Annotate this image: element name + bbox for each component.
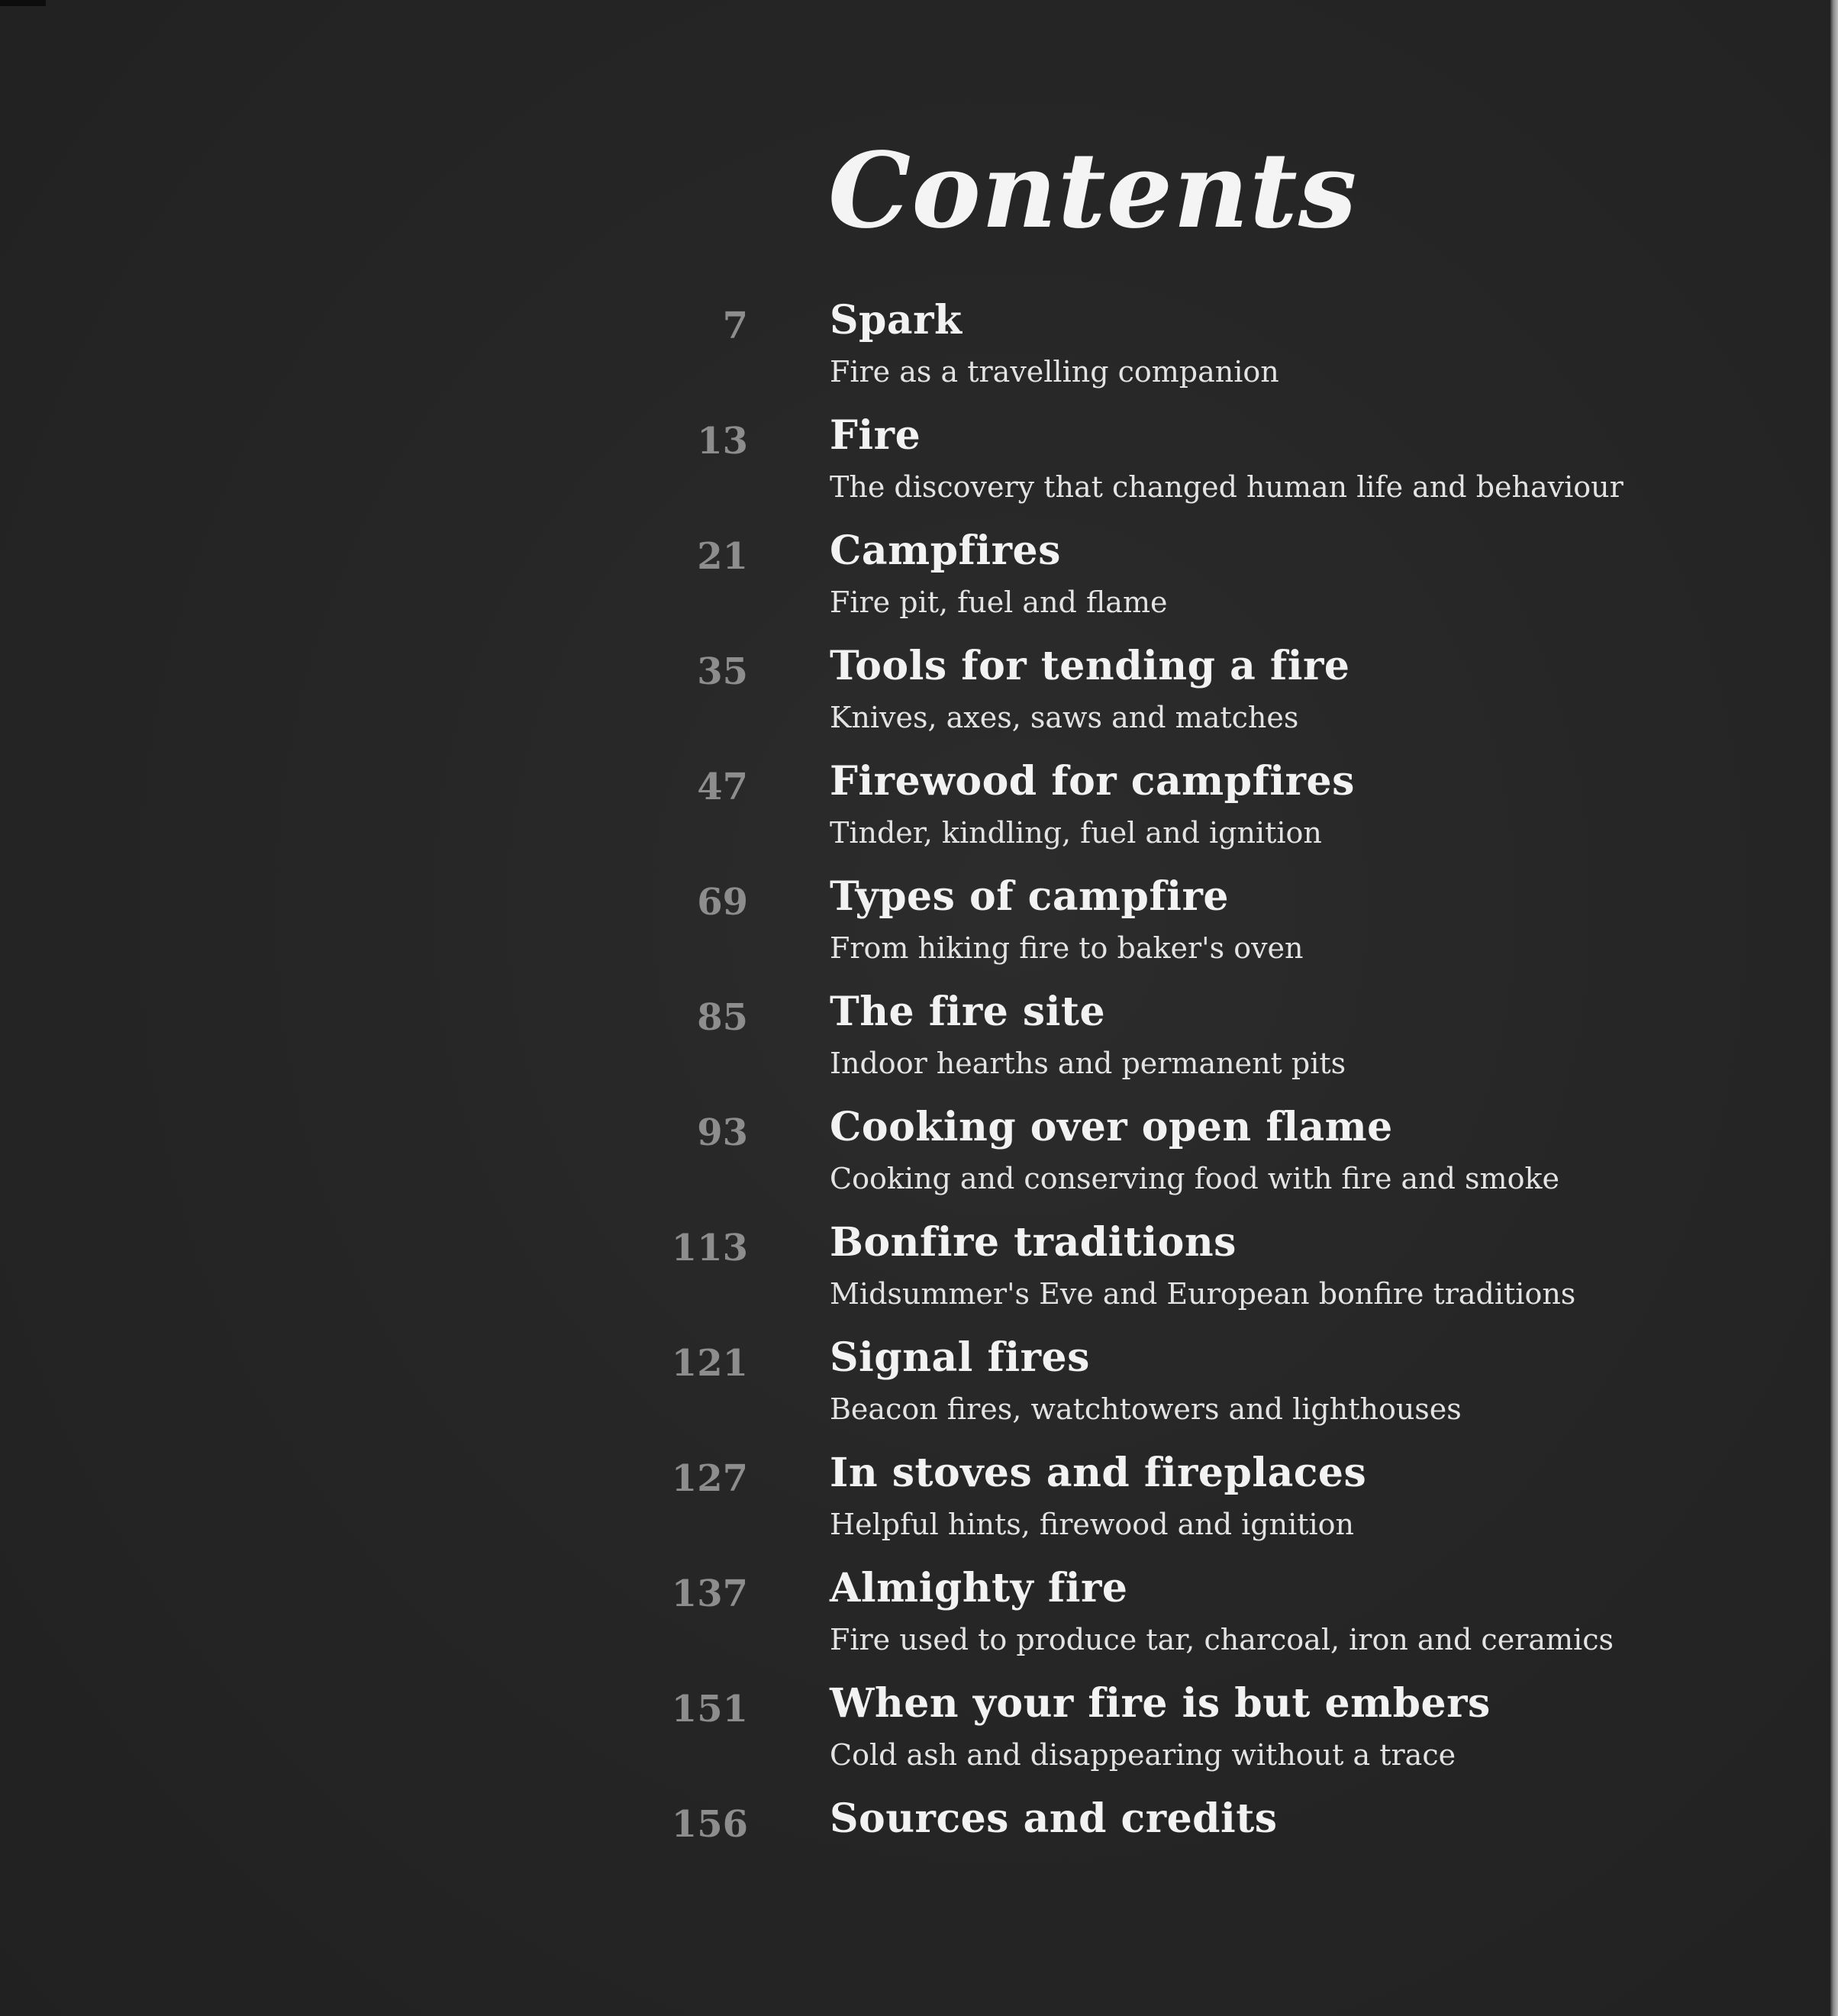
chapter-subtitle: Cold ash and disappearing without a trace [830, 1738, 1456, 1772]
chapter-title: Cooking over open flame [830, 1104, 1393, 1150]
toc-entry[interactable] [0, 294, 1817, 409]
page-number: 21 [697, 535, 748, 578]
chapter-subtitle: Beacon fires, watchtowers and lighthouses [830, 1392, 1462, 1426]
page-number: 151 [671, 1688, 748, 1731]
chapter-subtitle: Fire as a travelling companion [830, 355, 1279, 389]
chapter-subtitle: Helpful hints, firewood and ignition [830, 1508, 1355, 1541]
chapter-title: Sources and credits [830, 1795, 1278, 1842]
toc-entry[interactable] [0, 1562, 1817, 1677]
toc-entry[interactable] [0, 1216, 1817, 1331]
chapter-title: In stoves and fireplaces [830, 1450, 1367, 1496]
chapter-subtitle: Tinder, kindling, fuel and ignition [830, 816, 1322, 850]
page-number: 127 [671, 1457, 748, 1500]
chapter-subtitle: Fire used to produce tar, charcoal, iron and ceramics [830, 1623, 1614, 1656]
chapter-title: Firewood for campfires [830, 758, 1355, 805]
table-of-contents [0, 294, 1817, 1908]
toc-entry[interactable] [0, 524, 1817, 640]
chapter-title: Tools for tending a fire [830, 643, 1350, 689]
page-number: 13 [697, 420, 748, 463]
chapter-title: When your fire is but embers [830, 1680, 1491, 1727]
chapter-title: Campfires [830, 527, 1061, 574]
toc-entry[interactable] [0, 1677, 1817, 1792]
toc-entry[interactable] [0, 985, 1817, 1101]
toc-entry[interactable] [0, 870, 1817, 985]
chapter-title: Almighty fire [830, 1565, 1128, 1611]
page-number: 47 [697, 766, 748, 808]
chapter-title: Types of campfire [830, 873, 1230, 920]
toc-entry[interactable] [0, 409, 1817, 524]
page-number: 69 [697, 881, 748, 924]
page-number: 113 [671, 1227, 748, 1269]
toc-entry[interactable] [0, 1792, 1817, 1908]
chapter-title: Bonfire traditions [830, 1219, 1237, 1266]
chapter-subtitle: Indoor hearths and permanent pits [830, 1047, 1346, 1080]
scan-shadow [0, 0, 46, 6]
page-number: 93 [697, 1111, 748, 1154]
chapter-subtitle: Fire pit, fuel and flame [830, 585, 1168, 619]
toc-entry[interactable] [0, 640, 1817, 755]
chapter-title: Signal fires [830, 1334, 1090, 1381]
chapter-title: Fire [830, 412, 921, 459]
chapter-subtitle: Knives, axes, saws and matches [830, 701, 1299, 734]
page-number: 156 [671, 1803, 748, 1846]
toc-entry[interactable] [0, 755, 1817, 870]
toc-entry[interactable] [0, 1447, 1817, 1562]
chapter-subtitle: Midsummer's Eve and European bonfire traditions [830, 1277, 1576, 1311]
toc-entry[interactable] [0, 1331, 1817, 1447]
page-number: 7 [722, 305, 748, 347]
chapter-subtitle: From hiking fire to baker's oven [830, 931, 1304, 965]
page-edge [1830, 0, 1838, 2016]
page-number: 35 [697, 650, 748, 693]
toc-entry[interactable] [0, 1101, 1817, 1216]
chapter-title: Spark [830, 297, 963, 344]
page-title: Contents [828, 130, 1358, 252]
chapter-subtitle: Cooking and conserving food with fire and smoke [830, 1162, 1559, 1195]
chapter-subtitle: The discovery that changed human life and behaviour [830, 470, 1624, 504]
page-number: 137 [671, 1572, 748, 1615]
page-number: 121 [671, 1342, 748, 1385]
page-number: 85 [697, 996, 748, 1039]
chapter-title: The fire site [830, 989, 1106, 1035]
